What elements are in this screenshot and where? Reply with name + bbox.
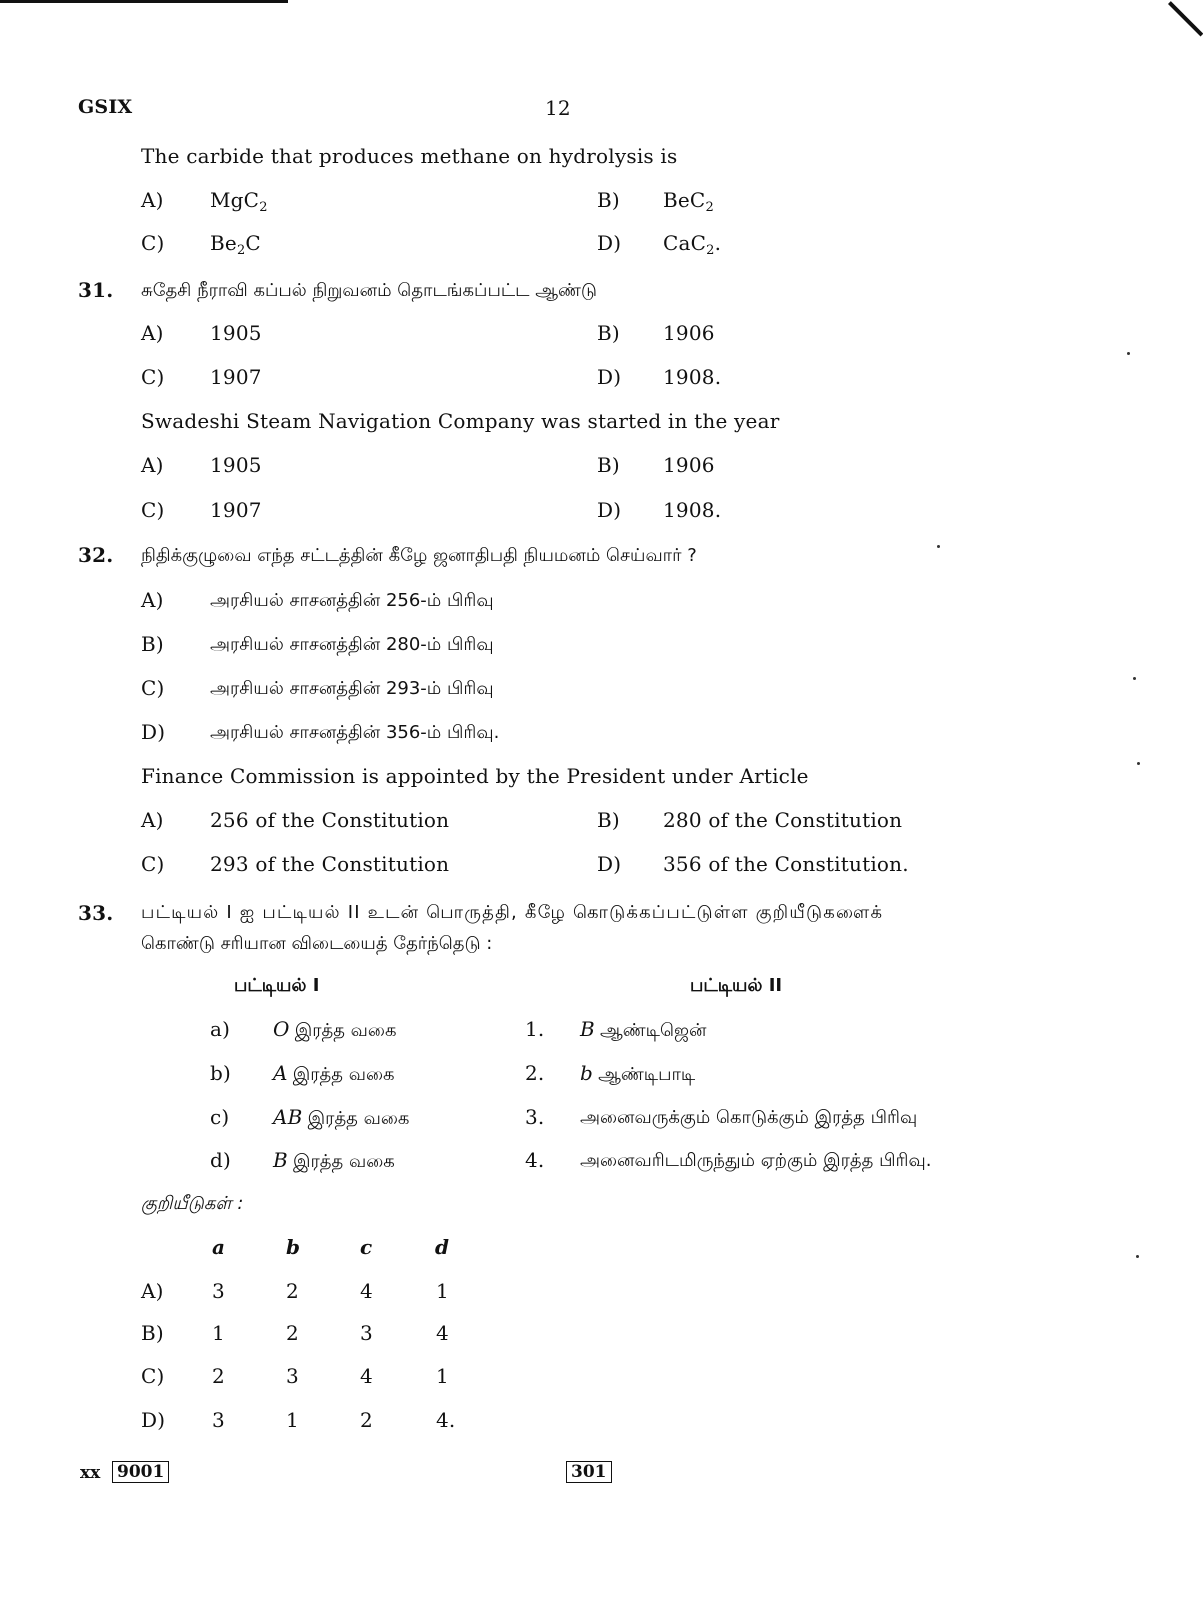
codes-row-d-label: D) bbox=[141, 1408, 166, 1432]
scan-speck bbox=[1133, 677, 1136, 680]
q31-en-option-c: 1907 bbox=[210, 498, 262, 522]
q31-ta-option-a-label: A) bbox=[141, 321, 164, 345]
codes-row-a-label: A) bbox=[141, 1279, 164, 1303]
q33-list1-header: பட்டியல் I bbox=[234, 975, 320, 996]
q31-ta-option-d: 1908. bbox=[663, 365, 722, 389]
q33-list2-header: பட்டியல் II bbox=[690, 975, 783, 996]
q32-en-option-a-label: A) bbox=[141, 808, 164, 832]
codes-row-b-label: B) bbox=[141, 1321, 164, 1345]
codes-header-c: c bbox=[360, 1235, 373, 1259]
footer-code-box: 9001 bbox=[112, 1461, 169, 1483]
q32-ta-option-b: அரசியல் சாசனத்தின் 280-ம் பிரிவு bbox=[210, 634, 494, 655]
q31-ta-option-a: 1905 bbox=[210, 321, 262, 345]
paper-code: GSIX bbox=[78, 96, 133, 118]
q31-ta-option-b-label: B) bbox=[597, 321, 620, 345]
q33-question-ta-line2: கொண்டு சரியான விடையைத் தேர்ந்தெடு : bbox=[141, 933, 493, 954]
q32-ta-option-d: அரசியல் சாசனத்தின் 356-ம் பிரிவு. bbox=[210, 722, 500, 743]
q32-en-option-d: 356 of the Constitution. bbox=[663, 852, 909, 876]
scan-speck bbox=[1136, 1255, 1139, 1258]
q32-en-option-c-label: C) bbox=[141, 852, 165, 876]
q33-list2-label-3: 3. bbox=[525, 1105, 545, 1129]
q32-ta-option-b-label: B) bbox=[141, 632, 164, 656]
q31-ta-option-c-label: C) bbox=[141, 365, 165, 389]
q31-en-option-c-label: C) bbox=[141, 498, 165, 522]
q31-question-ta: சுதேசி நீராவி கப்பல் நிறுவனம் தொடங்கப்பட்ட ஆண்டு bbox=[141, 280, 597, 301]
codes-header-a: a bbox=[212, 1235, 226, 1259]
codes-row-c-label: C) bbox=[141, 1364, 165, 1388]
q33-list1-label-b: b) bbox=[210, 1061, 232, 1085]
q31-en-option-d: 1908. bbox=[663, 498, 722, 522]
q31-en-option-a-label: A) bbox=[141, 453, 164, 477]
q33-list2-text-3: அனைவருக்கும் கொடுக்கும் இரத்த பிரிவு bbox=[580, 1107, 918, 1128]
q30-question-en: The carbide that produces methane on hydrolysis is bbox=[141, 144, 678, 168]
q31-en-option-d-label: D) bbox=[597, 498, 622, 522]
q32-ta-option-a: அரசியல் சாசனத்தின் 256-ம் பிரிவு bbox=[210, 590, 494, 611]
q31-ta-option-b: 1906 bbox=[663, 321, 715, 345]
footer-page-box: 301 bbox=[566, 1461, 612, 1483]
q33-list1-label-a: a) bbox=[210, 1017, 231, 1041]
scan-speck bbox=[1137, 762, 1140, 765]
q32-en-option-b-label: B) bbox=[597, 808, 620, 832]
q33-codes-label: குறியீடுகள் : bbox=[141, 1193, 244, 1214]
q33-list1-label-d: d) bbox=[210, 1148, 232, 1172]
q31-question-en: Swadeshi Steam Navigation Company was started in the year bbox=[141, 409, 780, 433]
q32-en-option-b: 280 of the Constitution bbox=[663, 808, 903, 832]
q32-en-option-c: 293 of the Constitution bbox=[210, 852, 450, 876]
q33-list2-text-4: அனைவரிடமிருந்தும் ஏற்கும் இரத்த பிரிவு. bbox=[580, 1150, 932, 1171]
q31-en-option-b: 1906 bbox=[663, 453, 715, 477]
q32-question-en: Finance Commission is appointed by the President under Article bbox=[141, 764, 809, 788]
q33-number: 33. bbox=[78, 901, 114, 925]
codes-header-b: b bbox=[286, 1235, 301, 1259]
scan-speck bbox=[937, 545, 940, 548]
q33-question-ta-line1: பட்டியல் I ஐ பட்டியல் II உடன் பொருத்தி, கீழே கொடுக்கப்பட்டுள்ள குறியீடுகளைக் bbox=[141, 902, 884, 923]
q32-en-option-a: 256 of the Constitution bbox=[210, 808, 450, 832]
q32-ta-option-c: அரசியல் சாசனத்தின் 293-ம் பிரிவு bbox=[210, 678, 494, 699]
q32-en-option-d-label: D) bbox=[597, 852, 622, 876]
q31-ta-option-c: 1907 bbox=[210, 365, 262, 389]
q32-ta-option-c-label: C) bbox=[141, 676, 165, 700]
q32-ta-option-a-label: A) bbox=[141, 588, 164, 612]
q32-number: 32. bbox=[78, 543, 114, 567]
footer-prefix: xx bbox=[80, 1463, 101, 1483]
q32-ta-option-d-label: D) bbox=[141, 720, 166, 744]
q31-en-option-a: 1905 bbox=[210, 453, 262, 477]
scan-speck bbox=[1127, 352, 1130, 355]
q33-list1-label-c: c) bbox=[210, 1105, 230, 1129]
q33-list2-label-2: 2. bbox=[525, 1061, 545, 1085]
scan-corner-mark bbox=[1168, 1, 1203, 36]
scan-top-border-line bbox=[0, 0, 288, 3]
page-number: 12 bbox=[545, 96, 571, 120]
q33-list2-label-4: 4. bbox=[525, 1148, 545, 1172]
q33-list2-label-1: 1. bbox=[525, 1017, 545, 1041]
q31-ta-option-d-label: D) bbox=[597, 365, 622, 389]
q31-en-option-b-label: B) bbox=[597, 453, 620, 477]
q32-question-ta: நிதிக்குழுவை எந்த சட்டத்தின் கீழே ஜனாதிபதி நியமனம் செய்வார் ? bbox=[141, 545, 697, 566]
q31-number: 31. bbox=[78, 278, 114, 302]
codes-header-d: d bbox=[435, 1235, 450, 1259]
